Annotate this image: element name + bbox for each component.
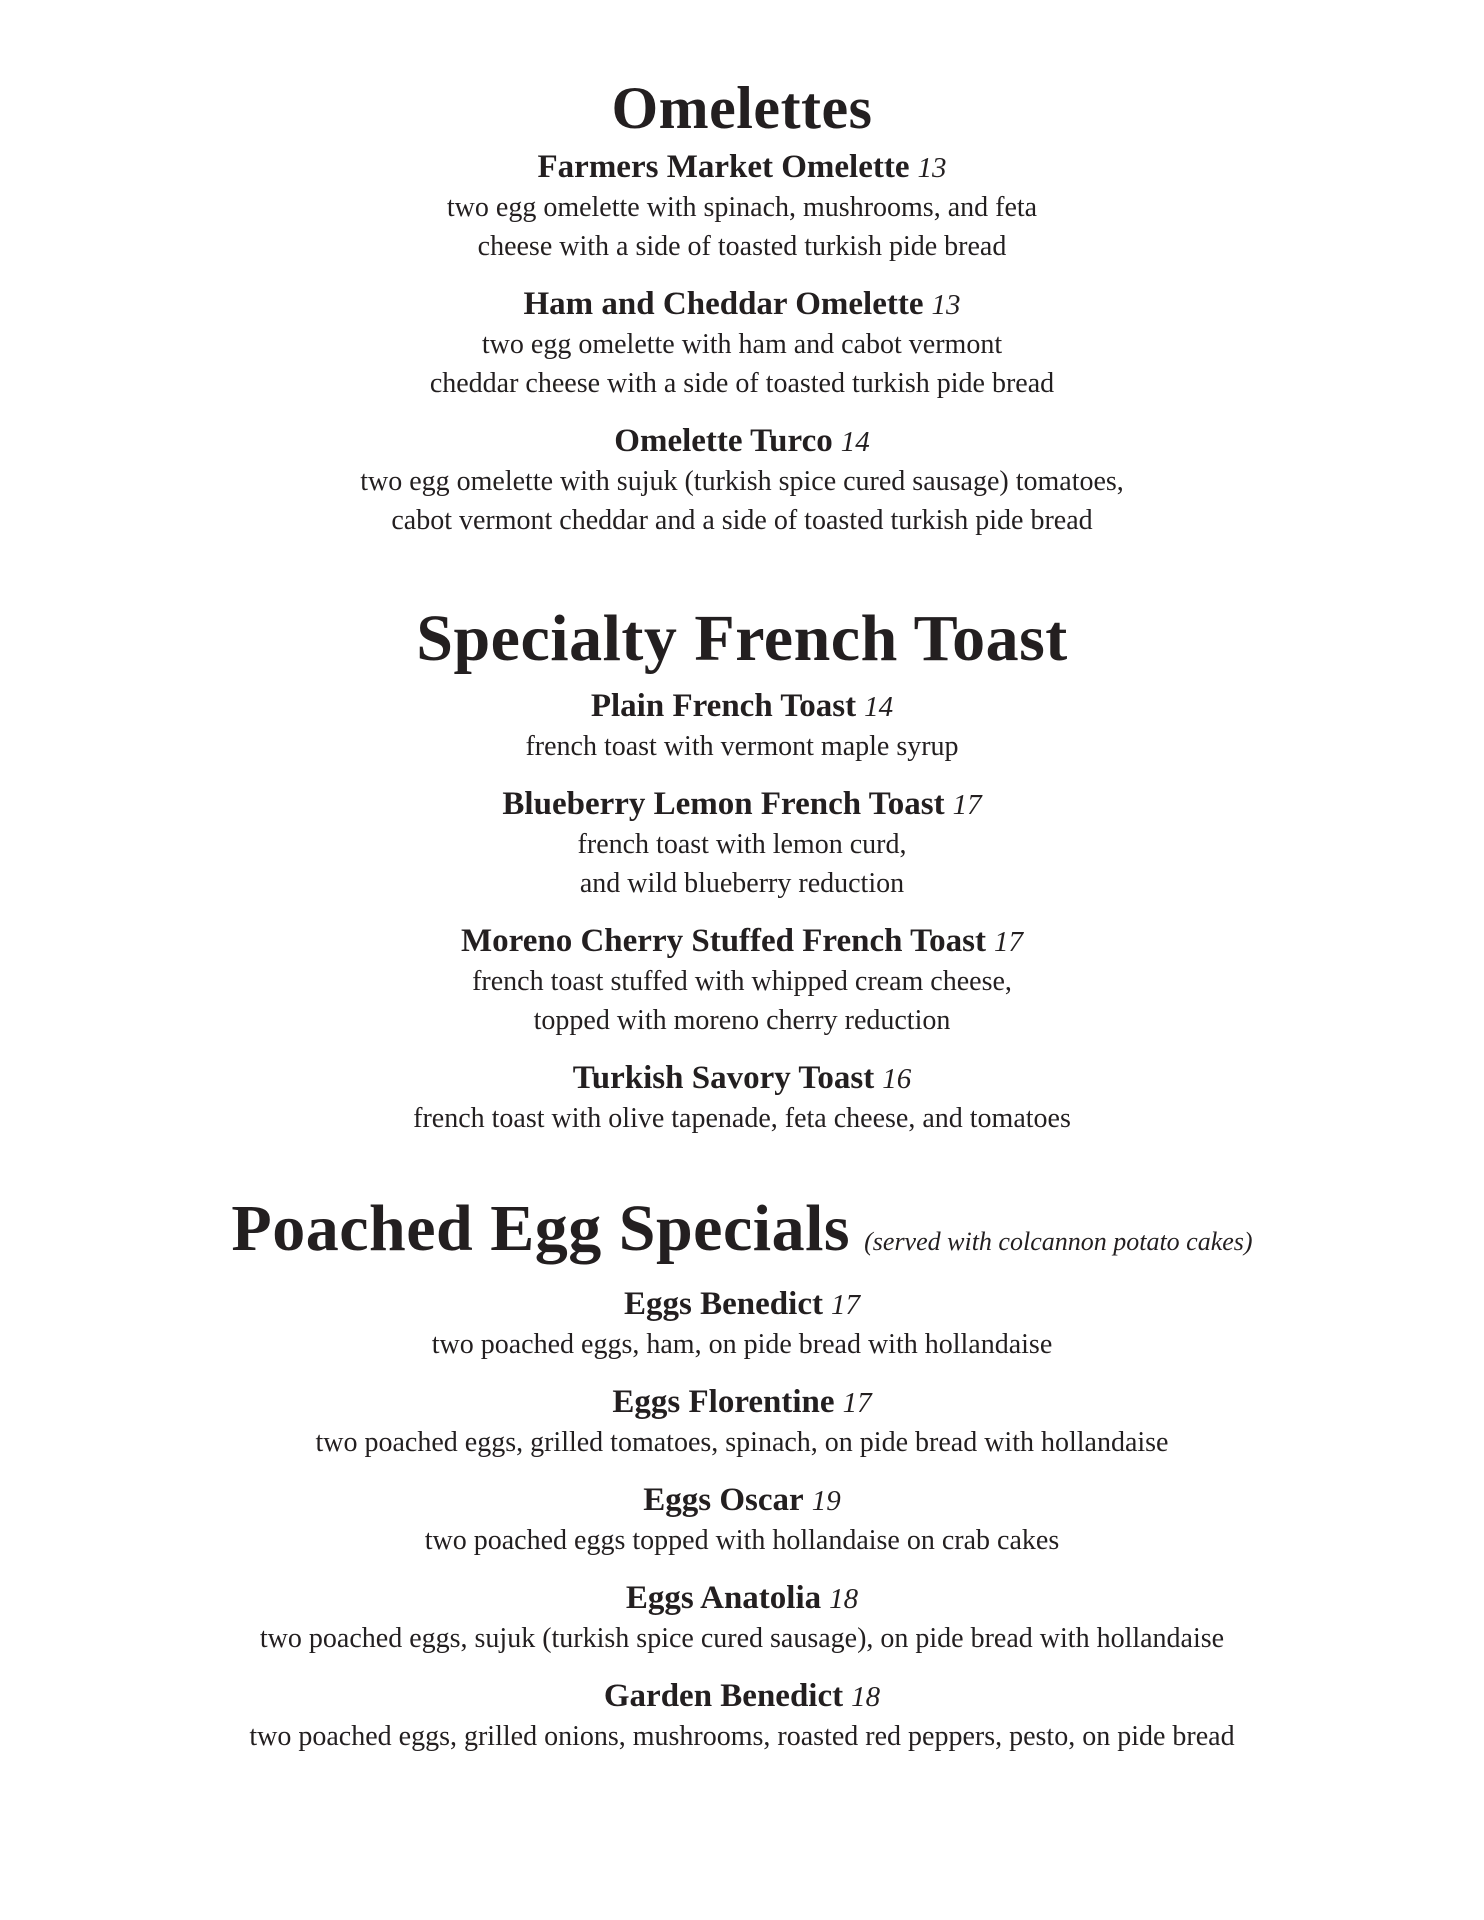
item-name: Eggs Benedict: [624, 1286, 823, 1322]
item-name-line: [0, 1480, 1484, 1521]
menu-item: [0, 921, 1484, 1040]
item-description: two poached eggs, grilled tomatoes, spinach, on pide bread with hollandaise: [315, 1427, 1169, 1458]
menu-item: [0, 784, 1484, 903]
item-description: french toast with lemon curd,: [577, 829, 907, 860]
menu-item: [0, 1676, 1484, 1756]
item-name-line: [0, 784, 1484, 825]
item-name: Eggs Oscar: [643, 1482, 804, 1518]
item-name-line: [0, 1676, 1484, 1717]
menu-item: [0, 1578, 1484, 1658]
item-description: french toast with olive tapenade, feta cheese, and tomatoes: [413, 1103, 1071, 1134]
item-description: two poached eggs, grilled onions, mushrooms, roasted red peppers, pesto, on pide bread: [249, 1721, 1235, 1752]
item-price: 18: [851, 1681, 881, 1713]
item-price: 16: [882, 1063, 912, 1095]
menu-item: [0, 1284, 1484, 1364]
menu-item: [0, 1480, 1484, 1560]
item-name-line: [0, 1284, 1484, 1325]
section-omelettes: [0, 75, 1484, 540]
item-price: 17: [830, 1289, 860, 1321]
item-price: 19: [811, 1485, 841, 1517]
item-name: Turkish Savory Toast: [572, 1060, 875, 1096]
item-name: Plain French Toast: [590, 688, 857, 724]
item-price: 13: [917, 152, 947, 184]
item-name-line: [0, 1058, 1484, 1099]
item-description: two egg omelette with spinach, mushrooms, and feta: [446, 192, 1038, 223]
item-name: Moreno Cherry Stuffed French Toast: [461, 923, 986, 959]
item-description: topped with moreno cherry reduction: [533, 1005, 951, 1036]
item-price: 17: [952, 789, 982, 821]
item-price: 18: [829, 1583, 859, 1615]
menu-item: [0, 421, 1484, 540]
item-price: 13: [931, 289, 961, 321]
section-title-text: Poached Egg Specials: [231, 1192, 851, 1265]
item-price: 14: [840, 426, 870, 458]
section-title: [0, 1192, 1484, 1265]
item-description: two poached eggs, ham, on pide bread with hollandaise: [431, 1329, 1053, 1360]
item-price: 17: [842, 1387, 872, 1419]
item-name-line: [0, 686, 1484, 727]
section-title: Omelettes: [611, 75, 873, 141]
item-description: two egg omelette with sujuk (turkish spice cured sausage) tomatoes,: [360, 466, 1124, 497]
item-price: 14: [864, 691, 894, 723]
item-name: Ham and Cheddar Omelette: [523, 286, 924, 322]
menu-item: [0, 1058, 1484, 1138]
item-name-line: [0, 1578, 1484, 1619]
section-french-toast: [0, 602, 1484, 1138]
menu-item: [0, 686, 1484, 766]
item-name: Eggs Florentine: [612, 1384, 835, 1420]
item-name: Farmers Market Omelette: [537, 149, 910, 185]
item-name: Blueberry Lemon French Toast: [502, 786, 945, 822]
item-name: Omelette Turco: [614, 423, 833, 459]
item-description: and wild blueberry reduction: [579, 868, 905, 899]
item-description: cabot vermont cheddar and a side of toasted turkish pide bread: [391, 505, 1093, 536]
item-description: cheddar cheese with a side of toasted turkish pide bread: [429, 368, 1055, 399]
item-description: two poached eggs, sujuk (turkish spice cured sausage), on pide bread with hollandaise: [259, 1623, 1225, 1654]
item-name-line: [0, 921, 1484, 962]
section-note: (served with colcannon potato cakes): [864, 1227, 1253, 1256]
menu-item: [0, 147, 1484, 266]
item-description: french toast with vermont maple syrup: [525, 731, 959, 762]
section-poached-eggs: [0, 1192, 1484, 1756]
item-price: 17: [993, 926, 1023, 958]
item-description: two poached eggs topped with hollandaise on crab cakes: [424, 1525, 1060, 1556]
menu-item: [0, 1382, 1484, 1462]
section-title: Specialty French Toast: [416, 602, 1068, 675]
item-description: french toast stuffed with whipped cream cheese,: [472, 966, 1012, 997]
item-name-line: [0, 284, 1484, 325]
item-name-line: [0, 147, 1484, 188]
item-name-line: [0, 1382, 1484, 1423]
item-name: Eggs Anatolia: [625, 1580, 822, 1616]
menu-item: [0, 284, 1484, 403]
item-name-line: [0, 421, 1484, 462]
item-name: Garden Benedict: [603, 1678, 844, 1714]
item-description: cheese with a side of toasted turkish pide bread: [477, 231, 1007, 262]
item-description: two egg omelette with ham and cabot vermont: [481, 329, 1003, 360]
